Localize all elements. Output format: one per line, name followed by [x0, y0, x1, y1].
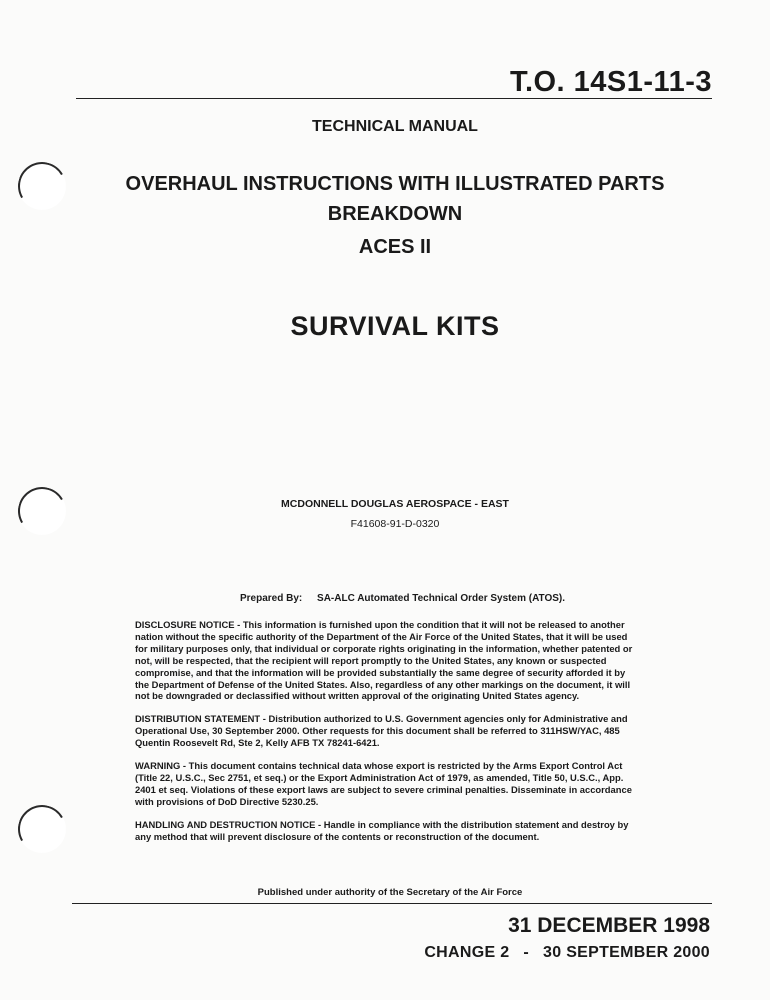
binder-hole — [13, 482, 72, 541]
handling-notice: HANDLING AND DESTRUCTION NOTICE - Handle in compliance with the distribution statement and destroy by any method that will prevent disclosure of the contents or reconstruction of the document. — [135, 818, 629, 842]
export-warning: WARNING - This document contains technical data whose export is restricted by the Arms Export Control Act (Title 22, U.S.C., Sec 2751, et seq.) or the Export Administration Act of 1979, as amended, Title 50, U.S.C., App. 2401 et seq. Violations of these export laws are subject to severe criminal penalties. Disseminate in accordance with provisions of DoD Directive 5230.25. — [135, 760, 632, 807]
title-line-2: BREAKDOWN — [327, 203, 463, 225]
published-authority: Published under authority of the Secretary of the Air Force — [257, 887, 523, 898]
title-line-1: OVERHAUL INSTRUCTIONS WITH ILLUSTRATED PARTS — [125, 173, 665, 195]
disclosure-notice: DISCLOSURE NOTICE - This information is furnished upon the condition that it will not be released to another nation without the specific authority of the Department of the Air Force of the United States, that it will be used for military purposes only, that individual or corporate rights originating in the information, whether patented or not, will be respected, that the recipient will report promptly to the United States, any known or suspected compromise, and that the information will be provided substantially the same degree of security afforded it by the Department of Defense of the United States. Also, regardless of any other markings on the document, it will not be downgraded or declassified without written approval of the originating United States agency. — [135, 619, 633, 702]
manual-type: TECHNICAL MANUAL — [312, 118, 478, 135]
change-label: CHANGE 2 — [424, 944, 510, 961]
header-rule — [76, 98, 712, 99]
prepared-by-value: SA-ALC Automated Technical Order System (ATOS). — [317, 593, 566, 604]
change-separator: - — [523, 944, 530, 961]
system-name: ACES II — [358, 236, 432, 258]
to-number: T.O. 14S1-11-3 — [509, 66, 712, 98]
contractor-name: MCDONNELL DOUGLAS AEROSPACE - EAST — [281, 498, 509, 510]
distribution-statement: DISTRIBUTION STATEMENT - Distribution authorized to U.S. Government agencies only for Administrative and Operational Use, 30 September 2000. Other requests for this document shall be referred to 311HSW/YAC, 485 Quentin Roosevelt Rd, Ste 2, Kelly AFB TX 78241-6421. — [135, 713, 628, 749]
change-date: 30 SEPTEMBER 2000 — [543, 944, 710, 961]
prepared-by-label: Prepared By: — [240, 593, 303, 604]
prepared-by — [240, 593, 565, 604]
change-line — [424, 944, 710, 962]
document-title — [0, 169, 770, 229]
subject-title: SURVIVAL KITS — [290, 311, 500, 341]
footer-rule — [72, 903, 712, 904]
notices — [135, 619, 635, 854]
binder-hole — [13, 800, 72, 859]
contract-number: F41608-91-D-0320 — [350, 518, 440, 530]
publication-date: 31 DECEMBER 1998 — [508, 914, 710, 937]
